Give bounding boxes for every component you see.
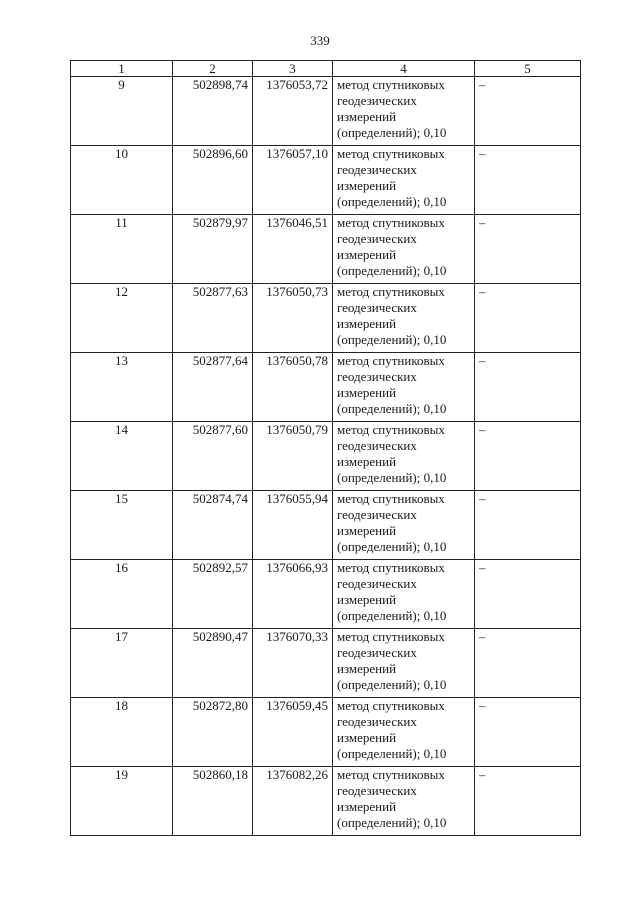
method-line: геодезических (337, 162, 417, 177)
table-header (71, 61, 581, 77)
method-line: геодезических (337, 93, 417, 108)
method-cell (333, 767, 475, 836)
note-cell: – (475, 353, 581, 422)
method-line: (определений); 0,10 (337, 332, 447, 347)
method-cell (333, 146, 475, 215)
x-coordinate-cell: 502877,60 (173, 422, 253, 491)
column-header-1: 1 (71, 61, 173, 77)
y-coordinate-cell: 1376066,93 (253, 560, 333, 629)
point-number-cell: 9 (71, 77, 173, 146)
table-row (71, 146, 581, 215)
note-cell: – (475, 560, 581, 629)
table-row (71, 698, 581, 767)
note-cell: – (475, 284, 581, 353)
y-coordinate-cell: 1376050,79 (253, 422, 333, 491)
table-row (71, 560, 581, 629)
y-coordinate-cell: 1376050,78 (253, 353, 333, 422)
method-line: измерений (337, 454, 397, 469)
method-line: геодезических (337, 369, 417, 384)
method-line: метод спутниковых (337, 629, 445, 644)
method-line: (определений); 0,10 (337, 125, 447, 140)
method-line: метод спутниковых (337, 491, 445, 506)
y-coordinate-cell: 1376046,51 (253, 215, 333, 284)
table-row (71, 422, 581, 491)
method-line: метод спутниковых (337, 767, 445, 782)
note-cell: – (475, 767, 581, 836)
method-cell (333, 698, 475, 767)
note-cell: – (475, 629, 581, 698)
page-number: 339 (310, 33, 330, 48)
method-line: геодезических (337, 507, 417, 522)
method-line: метод спутниковых (337, 284, 445, 299)
method-line: (определений); 0,10 (337, 608, 447, 623)
point-number-cell: 16 (71, 560, 173, 629)
x-coordinate-cell: 502877,64 (173, 353, 253, 422)
method-line: геодезических (337, 714, 417, 729)
x-coordinate-cell: 502872,80 (173, 698, 253, 767)
table-row (71, 491, 581, 560)
column-header-4: 4 (333, 61, 475, 77)
method-cell (333, 422, 475, 491)
method-line: геодезических (337, 645, 417, 660)
method-line: измерений (337, 178, 397, 193)
point-number-cell: 10 (71, 146, 173, 215)
method-line: геодезических (337, 300, 417, 315)
method-line: геодезических (337, 231, 417, 246)
note-cell: – (475, 215, 581, 284)
method-line: геодезических (337, 783, 417, 798)
y-coordinate-cell: 1376050,73 (253, 284, 333, 353)
table-row (71, 215, 581, 284)
method-line: метод спутниковых (337, 77, 445, 92)
method-cell (333, 491, 475, 560)
method-cell (333, 560, 475, 629)
y-coordinate-cell: 1376059,45 (253, 698, 333, 767)
y-coordinate-cell: 1376082,26 (253, 767, 333, 836)
note-cell: – (475, 422, 581, 491)
method-cell (333, 215, 475, 284)
method-line: метод спутниковых (337, 422, 445, 437)
method-line: (определений); 0,10 (337, 194, 447, 209)
method-line: измерений (337, 661, 397, 676)
method-line: метод спутниковых (337, 353, 445, 368)
y-coordinate-cell: 1376070,33 (253, 629, 333, 698)
point-number-cell: 17 (71, 629, 173, 698)
point-number-cell: 19 (71, 767, 173, 836)
point-number-cell: 14 (71, 422, 173, 491)
method-line: (определений); 0,10 (337, 401, 447, 416)
method-cell (333, 77, 475, 146)
method-line: (определений); 0,10 (337, 539, 447, 554)
method-line: измерений (337, 385, 397, 400)
column-header-3: 3 (253, 61, 333, 77)
method-line: измерений (337, 799, 397, 814)
y-coordinate-cell: 1376055,94 (253, 491, 333, 560)
note-cell: – (475, 146, 581, 215)
note-cell: – (475, 698, 581, 767)
method-line: измерений (337, 316, 397, 331)
point-number-cell: 13 (71, 353, 173, 422)
method-line: метод спутниковых (337, 560, 445, 575)
x-coordinate-cell: 502890,47 (173, 629, 253, 698)
x-coordinate-cell: 502874,74 (173, 491, 253, 560)
point-number-cell: 18 (71, 698, 173, 767)
method-line: (определений); 0,10 (337, 263, 447, 278)
method-line: измерений (337, 730, 397, 745)
page-footer (0, 896, 640, 902)
x-coordinate-cell: 502896,60 (173, 146, 253, 215)
note-cell: – (475, 491, 581, 560)
coordinates-table (70, 60, 581, 836)
header-row (71, 61, 581, 77)
y-coordinate-cell: 1376057,10 (253, 146, 333, 215)
table-row (71, 767, 581, 836)
point-number-cell: 11 (71, 215, 173, 284)
method-cell (333, 353, 475, 422)
method-line: измерений (337, 523, 397, 538)
table-body (71, 77, 581, 836)
x-coordinate-cell: 502877,63 (173, 284, 253, 353)
x-coordinate-cell: 502860,18 (173, 767, 253, 836)
x-coordinate-cell: 502879,97 (173, 215, 253, 284)
method-line: метод спутниковых (337, 698, 445, 713)
y-coordinate-cell: 1376053,72 (253, 77, 333, 146)
x-coordinate-cell: 502892,57 (173, 560, 253, 629)
method-cell (333, 629, 475, 698)
method-line: измерений (337, 592, 397, 607)
table-row (71, 629, 581, 698)
column-header-5: 5 (475, 61, 581, 77)
method-line: метод спутниковых (337, 146, 445, 161)
table-row (71, 284, 581, 353)
point-number-cell: 15 (71, 491, 173, 560)
method-cell (333, 284, 475, 353)
method-line: метод спутниковых (337, 215, 445, 230)
method-line: геодезических (337, 438, 417, 453)
method-line: (определений); 0,10 (337, 815, 447, 830)
table-row (71, 353, 581, 422)
method-line: (определений); 0,10 (337, 677, 447, 692)
method-line: измерений (337, 247, 397, 262)
method-line: (определений); 0,10 (337, 470, 447, 485)
table-row (71, 77, 581, 146)
note-cell: – (475, 77, 581, 146)
method-line: измерений (337, 109, 397, 124)
method-line: (определений); 0,10 (337, 746, 447, 761)
point-number-cell: 12 (71, 284, 173, 353)
method-line: геодезических (337, 576, 417, 591)
x-coordinate-cell: 502898,74 (173, 77, 253, 146)
column-header-2: 2 (173, 61, 253, 77)
